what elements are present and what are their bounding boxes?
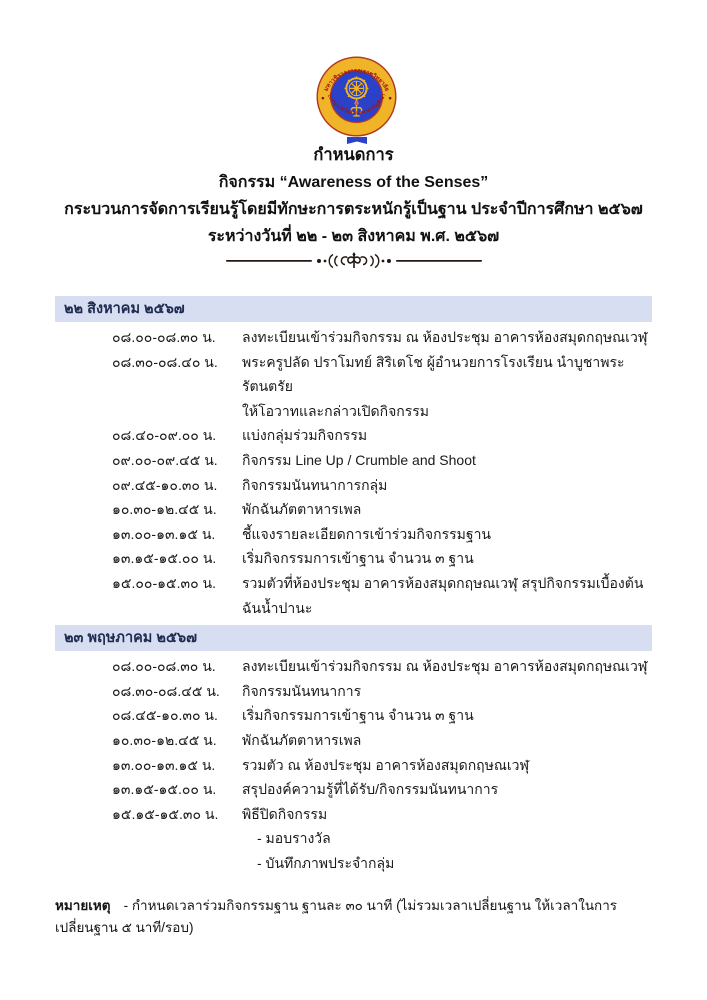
row-time: ๑๓.๐๐-๑๓.๑๕ น. xyxy=(112,525,216,542)
description-line: เริ่มกิจกรรมการเข้าฐาน จำนวน ๓ ฐาน xyxy=(242,550,474,567)
footer-note-text: - กำหนดเวลาร่วมกิจกรรมฐาน ฐานละ ๓๐ นาที (ไม่รวมเวลาเปลี่ยนฐาน ให้เวลาในการเปลี่ยนฐาน ๕ นาที/รอบ) xyxy=(55,898,618,935)
description-line: ลงทะเบียนเข้าร่วมกิจกรรม ณ ห้องประชุม อาคารห้องสมุดกฤษณเวฬุ xyxy=(242,329,648,345)
schedule-row xyxy=(55,448,652,473)
description-line: ให้โอวาทและกล่าวเปิดกิจกรรม xyxy=(242,402,430,419)
footer-note-label: หมายเหตุ xyxy=(55,898,111,913)
description-line: รวมตัว ณ ห้องประชุม อาคารห้องสมุดกฤษณเวฬุ xyxy=(242,756,530,773)
schedule-row xyxy=(55,728,652,753)
footer-note xyxy=(55,894,655,938)
description-line: ลงทะเบียนเข้าร่วมกิจกรรม ณ ห้องประชุม อาคารห้องสมุดกฤษณเวฬุ xyxy=(242,658,648,675)
ornament-divider-icon xyxy=(224,251,484,271)
row-description xyxy=(242,728,652,753)
ornament-divider xyxy=(0,251,707,271)
description-line: สรุปองค์ความรู้ที่ได้รับ/กิจกรรมนันทนาการ xyxy=(242,781,499,798)
sections xyxy=(55,296,652,877)
section-date-bar: ๒๓ พฤษภาคม ๒๕๖๗ xyxy=(55,625,652,651)
row-description xyxy=(242,571,652,620)
section-date-bar: ๒๒ สิงหาคม ๒๕๖๗ xyxy=(55,296,652,322)
logo-text-top: มหาวชิราลงกรณราชวิทยาลัย xyxy=(323,68,390,93)
schedule-row xyxy=(55,802,652,876)
row-time: ๐๘.๐๐-๐๘.๓๐ น. xyxy=(112,658,216,675)
row-description xyxy=(242,777,652,802)
row-description xyxy=(242,654,652,679)
description-line: ชี้แจงรายละเอียดการเข้าร่วมกิจกรรมฐาน xyxy=(242,525,491,542)
description-line: พักฉันภัตตาหารเพล xyxy=(242,731,362,748)
section-rows xyxy=(55,322,652,622)
description-line: ฉันน้ำปานะ xyxy=(242,599,313,616)
description-subitem: - มอบรางวัล xyxy=(257,830,331,847)
description-line: พักฉันภัตตาหารเพล xyxy=(242,501,362,518)
row-description xyxy=(242,350,652,424)
description-line: พระครูปลัด ปราโมทย์ สิริเตโช ผู้อำนวยการโรงเรียน นำบูชาพระรัตนตรัย xyxy=(242,353,625,395)
description-line: กิจกรรม Line Up / Crumble and Shoot xyxy=(242,451,476,468)
schedule-row xyxy=(55,777,652,802)
title-activity: กิจกรรม “Awareness of the Senses” xyxy=(218,174,489,191)
row-time: ๐๘.๐๐-๐๘.๓๐ น. xyxy=(112,329,216,345)
schedule-row xyxy=(55,325,652,350)
schedule-row xyxy=(55,497,652,522)
row-description xyxy=(242,423,652,448)
schedule-row xyxy=(55,473,652,498)
row-time: ๑๓.๑๕-๑๕.๐๐ น. xyxy=(112,781,217,798)
row-time: ๐๘.๓๐-๐๘.๔๕ น. xyxy=(112,682,220,699)
schedule-row xyxy=(55,679,652,704)
row-time: ๑๐.๓๐-๑๒.๔๕ น. xyxy=(112,501,217,518)
row-description xyxy=(242,497,652,522)
row-time: ๐๘.๔๐-๐๙.๐๐ น. xyxy=(112,427,217,444)
school-logo xyxy=(316,56,397,137)
section-rows xyxy=(55,651,652,877)
row-time: ๐๙.๔๕-๑๐.๓๐ น. xyxy=(112,476,218,493)
row-description xyxy=(242,802,652,876)
row-description xyxy=(242,546,652,571)
row-description xyxy=(242,703,652,728)
row-time: ๐๙.๐๐-๐๙.๔๕ น. xyxy=(112,451,218,468)
row-time: ๑๓.๑๕-๑๕.๐๐ น. xyxy=(112,550,217,567)
description-line: กิจกรรมนันทนาการ xyxy=(242,682,362,699)
row-time: ๑๐.๓๐-๑๒.๔๕ น. xyxy=(112,731,217,748)
schedule-row xyxy=(55,350,652,424)
description-line: เริ่มกิจกรรมการเข้าฐาน จำนวน ๓ ฐาน xyxy=(242,707,474,724)
schedule-row xyxy=(55,546,652,571)
row-description xyxy=(242,753,652,778)
schedule-section xyxy=(55,296,652,622)
description-line: พิธีปิดกิจกรรม xyxy=(242,805,328,822)
title-process: กระบวนการจัดการเรียนรู้โดยมีทักษะการตระหนักรู้เป็นฐาน ประจำปีการศึกษา ๒๕๖๗ xyxy=(64,201,643,218)
row-description xyxy=(242,448,652,473)
row-description xyxy=(242,473,652,498)
logo-text-bottom: โรงเรียนวัดไผ่ดำ แผนกสามัญศึกษา xyxy=(325,93,388,117)
title-schedule: กำหนดการ xyxy=(313,146,394,164)
schedule-row xyxy=(55,423,652,448)
row-description xyxy=(242,679,652,704)
description-line: รวมตัวที่ห้องประชุม อาคารห้องสมุดกฤษณเวฬุ สรุปกิจกรรมเบื้องต้น xyxy=(242,574,644,591)
schedule-section xyxy=(55,625,652,877)
schedule-row xyxy=(55,654,652,679)
row-description xyxy=(242,522,652,547)
description-line: กิจกรรมนันทนาการกลุ่ม xyxy=(242,476,388,493)
row-time: ๐๘.๔๕-๑๐.๓๐ น. xyxy=(112,707,218,724)
schedule-row xyxy=(55,703,652,728)
description-line: แบ่งกลุ่มร่วมกิจกรรม xyxy=(242,427,368,444)
schedule-row xyxy=(55,753,652,778)
schedule-row xyxy=(55,522,652,547)
schedule-row xyxy=(55,571,652,620)
row-time: ๑๓.๐๐-๑๓.๑๕ น. xyxy=(112,756,216,773)
row-time: ๐๘.๓๐-๐๘.๔๐ น. xyxy=(112,353,218,370)
row-time: ๑๕.๐๐-๑๕.๓๐ น. xyxy=(112,574,216,591)
row-description xyxy=(242,325,652,350)
row-time: ๑๕.๑๕-๑๕.๓๐ น. xyxy=(112,805,219,822)
school-emblem-icon xyxy=(316,56,397,137)
description-subitem: - บันทึกภาพประจำกลุ่ม xyxy=(257,854,395,871)
document-title-block xyxy=(0,142,707,250)
title-dates: ระหว่างวันที่ ๒๒ - ๒๓ สิงหาคม พ.ศ. ๒๕๖๗ xyxy=(207,228,500,245)
